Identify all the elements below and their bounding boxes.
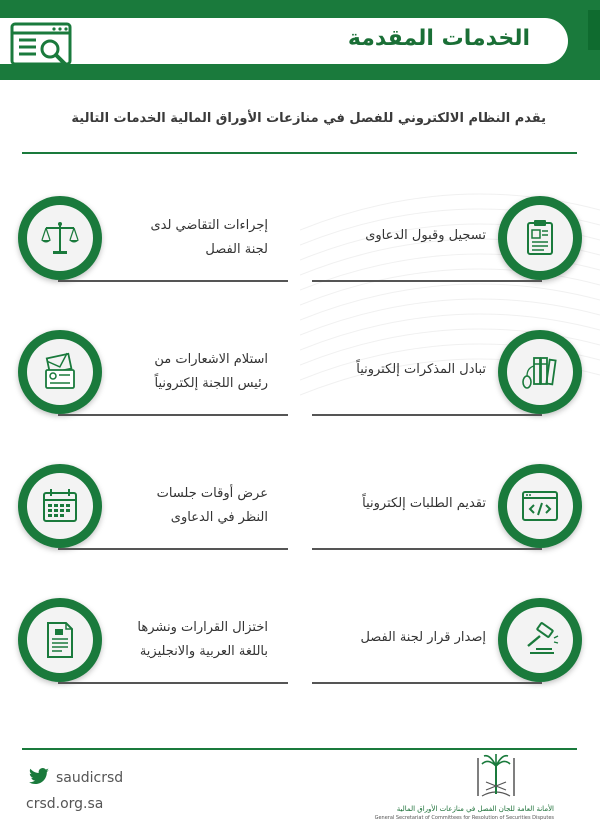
service-exchange-memos xyxy=(312,330,582,430)
intro-text: يقدم النظام الالكتروني للفصل في منازعات الأوراق المالية الخدمات التالية xyxy=(71,111,546,126)
header-banner xyxy=(0,0,600,80)
service-litigation-procedures xyxy=(18,196,288,296)
calendar-icon xyxy=(40,486,80,526)
service-underline xyxy=(312,280,542,282)
logo-text-arabic: الأمانة العامة للجان الفصل في منازعات الأوراق المالية xyxy=(396,805,554,813)
service-label-2: باللغة العربية والانجليزية xyxy=(139,644,268,659)
twitter-icon[interactable] xyxy=(28,768,50,786)
service-label: تبادل المذكرات إلكترونياً xyxy=(356,362,486,377)
service-underline xyxy=(312,414,542,416)
service-underline xyxy=(312,548,542,550)
scales-of-justice-icon xyxy=(40,218,80,258)
service-label: اختزال القرارات ونشرها xyxy=(137,620,268,635)
header-panel xyxy=(0,18,568,64)
footer-divider xyxy=(22,748,577,750)
service-icon-badge xyxy=(18,330,102,414)
service-underline xyxy=(58,548,288,550)
service-label: عرض أوقات جلسات xyxy=(156,486,268,501)
service-icon-badge xyxy=(18,196,102,280)
page-title: الخدمات المقدمة xyxy=(347,26,530,51)
service-underline xyxy=(58,414,288,416)
service-underline xyxy=(312,682,542,684)
service-summarize-decisions xyxy=(18,598,288,698)
service-underline xyxy=(58,280,288,282)
service-submit-requests xyxy=(312,464,582,564)
service-label: إجراءات التقاضي لدى xyxy=(150,218,268,233)
document-stamp-icon xyxy=(40,620,80,660)
service-icon-badge xyxy=(498,598,582,682)
service-label: تسجيل وقبول الدعاوى xyxy=(365,228,486,243)
service-label: إصدار قرار لجنة الفصل xyxy=(360,630,486,645)
envelope-card-icon xyxy=(40,352,80,392)
service-label: تقديم الطلبات إلكترونياً xyxy=(362,496,486,511)
service-label-2: رئيس اللجنة إلكترونياً xyxy=(154,376,268,391)
service-register-cases xyxy=(312,196,582,296)
service-icon-badge xyxy=(498,330,582,414)
service-icon-badge xyxy=(498,464,582,548)
browser-search-icon xyxy=(10,22,76,72)
code-window-icon xyxy=(520,486,560,526)
service-icon-badge xyxy=(498,196,582,280)
service-issue-decision xyxy=(312,598,582,698)
service-underline xyxy=(58,682,288,684)
logo-text-english: General Secretariat of Committees for Resolution of Securities Disputes xyxy=(374,815,554,821)
gavel-icon xyxy=(520,620,560,660)
service-label-2: النظر في الدعاوى xyxy=(170,510,268,525)
clipboard-document-icon xyxy=(520,218,560,258)
service-label-2: لجنة الفصل xyxy=(205,242,268,257)
website-link[interactable]: crsd.org.sa xyxy=(26,796,104,812)
service-icon-badge xyxy=(18,464,102,548)
binders-mouse-icon xyxy=(520,352,560,392)
service-label: استلام الاشعارات من xyxy=(154,352,268,367)
service-icon-badge xyxy=(18,598,102,682)
twitter-handle[interactable]: saudicrsd xyxy=(56,770,124,786)
crsd-palm-logo xyxy=(439,752,554,802)
header-accent xyxy=(588,10,600,50)
service-session-times xyxy=(18,464,288,564)
service-receive-notifications xyxy=(18,330,288,430)
